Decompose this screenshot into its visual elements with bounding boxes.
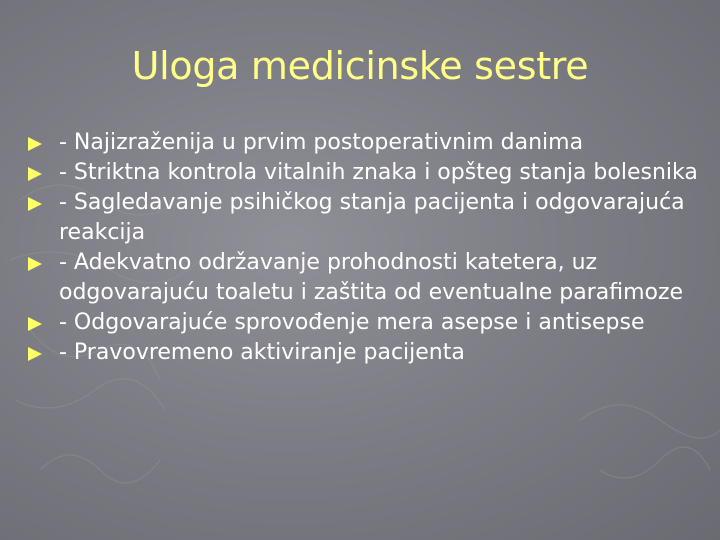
triangle-bullet-icon bbox=[28, 347, 42, 361]
bullet-text: - Najizraženija u prvim postoperativnim danima bbox=[59, 130, 584, 155]
triangle-bullet-icon bbox=[28, 197, 42, 211]
slide-title: Uloga medicinske sestre bbox=[131, 44, 589, 88]
bullet-item bbox=[28, 248, 708, 308]
bullet-text: - Adekvatno održavanje prohodnosti katetera, uz odgovarajuću toaletu i zaštita od eventualne parafimoze bbox=[59, 250, 684, 305]
triangle-bullet-icon bbox=[28, 167, 42, 181]
bullet-text: - Pravovremeno aktiviranje pacijenta bbox=[59, 340, 465, 365]
bullet-text: - Sagledavanje psihičkog stanja pacijenta i odgovarajuća reakcija bbox=[59, 190, 685, 245]
triangle-bullet-icon bbox=[28, 257, 42, 271]
bullet-item bbox=[28, 158, 708, 188]
triangle-bullet-icon bbox=[28, 137, 42, 151]
bullet-item bbox=[28, 308, 708, 338]
triangle-bullet-icon bbox=[28, 317, 42, 331]
bullet-list bbox=[28, 128, 708, 368]
bullet-text: - Striktna kontrola vitalnih znaka i opšteg stanja bolesnika bbox=[59, 160, 698, 185]
bullet-item bbox=[28, 128, 708, 158]
bullet-item bbox=[28, 338, 708, 368]
bullet-item bbox=[28, 188, 708, 248]
bullet-text: - Odgovarajuće sprovođenje mera asepse i antisepse bbox=[59, 310, 645, 335]
